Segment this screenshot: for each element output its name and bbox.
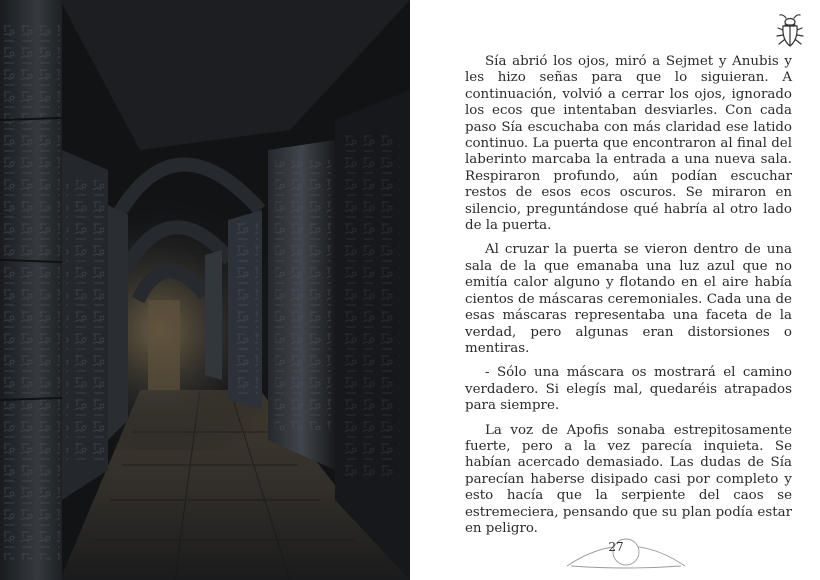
paragraph-1: Sía abrió los ojos, miró a Sejmet y Anubis y les hizo señas para que lo siguieran. A continuación, volvió a cerrar los ojos, ignorado los ecos que intentaban desviarles. Con cada paso Sía escuchaba con más claridad ese latido continuo. La puerta que encontraron al final del laberinto marcaba la entrada a una nueva sala. Respiraron profundo, aún podían escuchar restos de esos ecos oscuros. Se miraron en silencio, preguntándose qué habría al otro lado de la puerta. (465, 54, 792, 234)
paragraph-4: La voz de Apofis sonaba estrepitosamente fuerte, pero a la vez parecía inquieta. Se habían acercado demasiado. Las dudas de Sía parecían haberse disipado casi por completo y esto hacía que la serpiente del caos se estremeciera, pensando que su plan podía estar en peligro. (465, 422, 792, 536)
text-page (410, 0, 820, 580)
paragraph-3: - Sólo una máscara os mostrará el camino verdadero. Si elegís mal, quedaréis atrapados para siempre. (465, 365, 792, 414)
paragraph-2: Al cruzar la puerta se vieron dentro de una sala de la que emanaba una luz azul que no emitía calor alguno y flotando en el aire había cientos de máscaras ceremoniales. Cada una de esas máscaras representaba una faceta de la verdad, pero algunas eran distorsiones o mentiras. (465, 242, 792, 356)
scarab-icon (774, 12, 806, 52)
story-text (465, 54, 792, 545)
page-number: 27 (608, 540, 624, 554)
